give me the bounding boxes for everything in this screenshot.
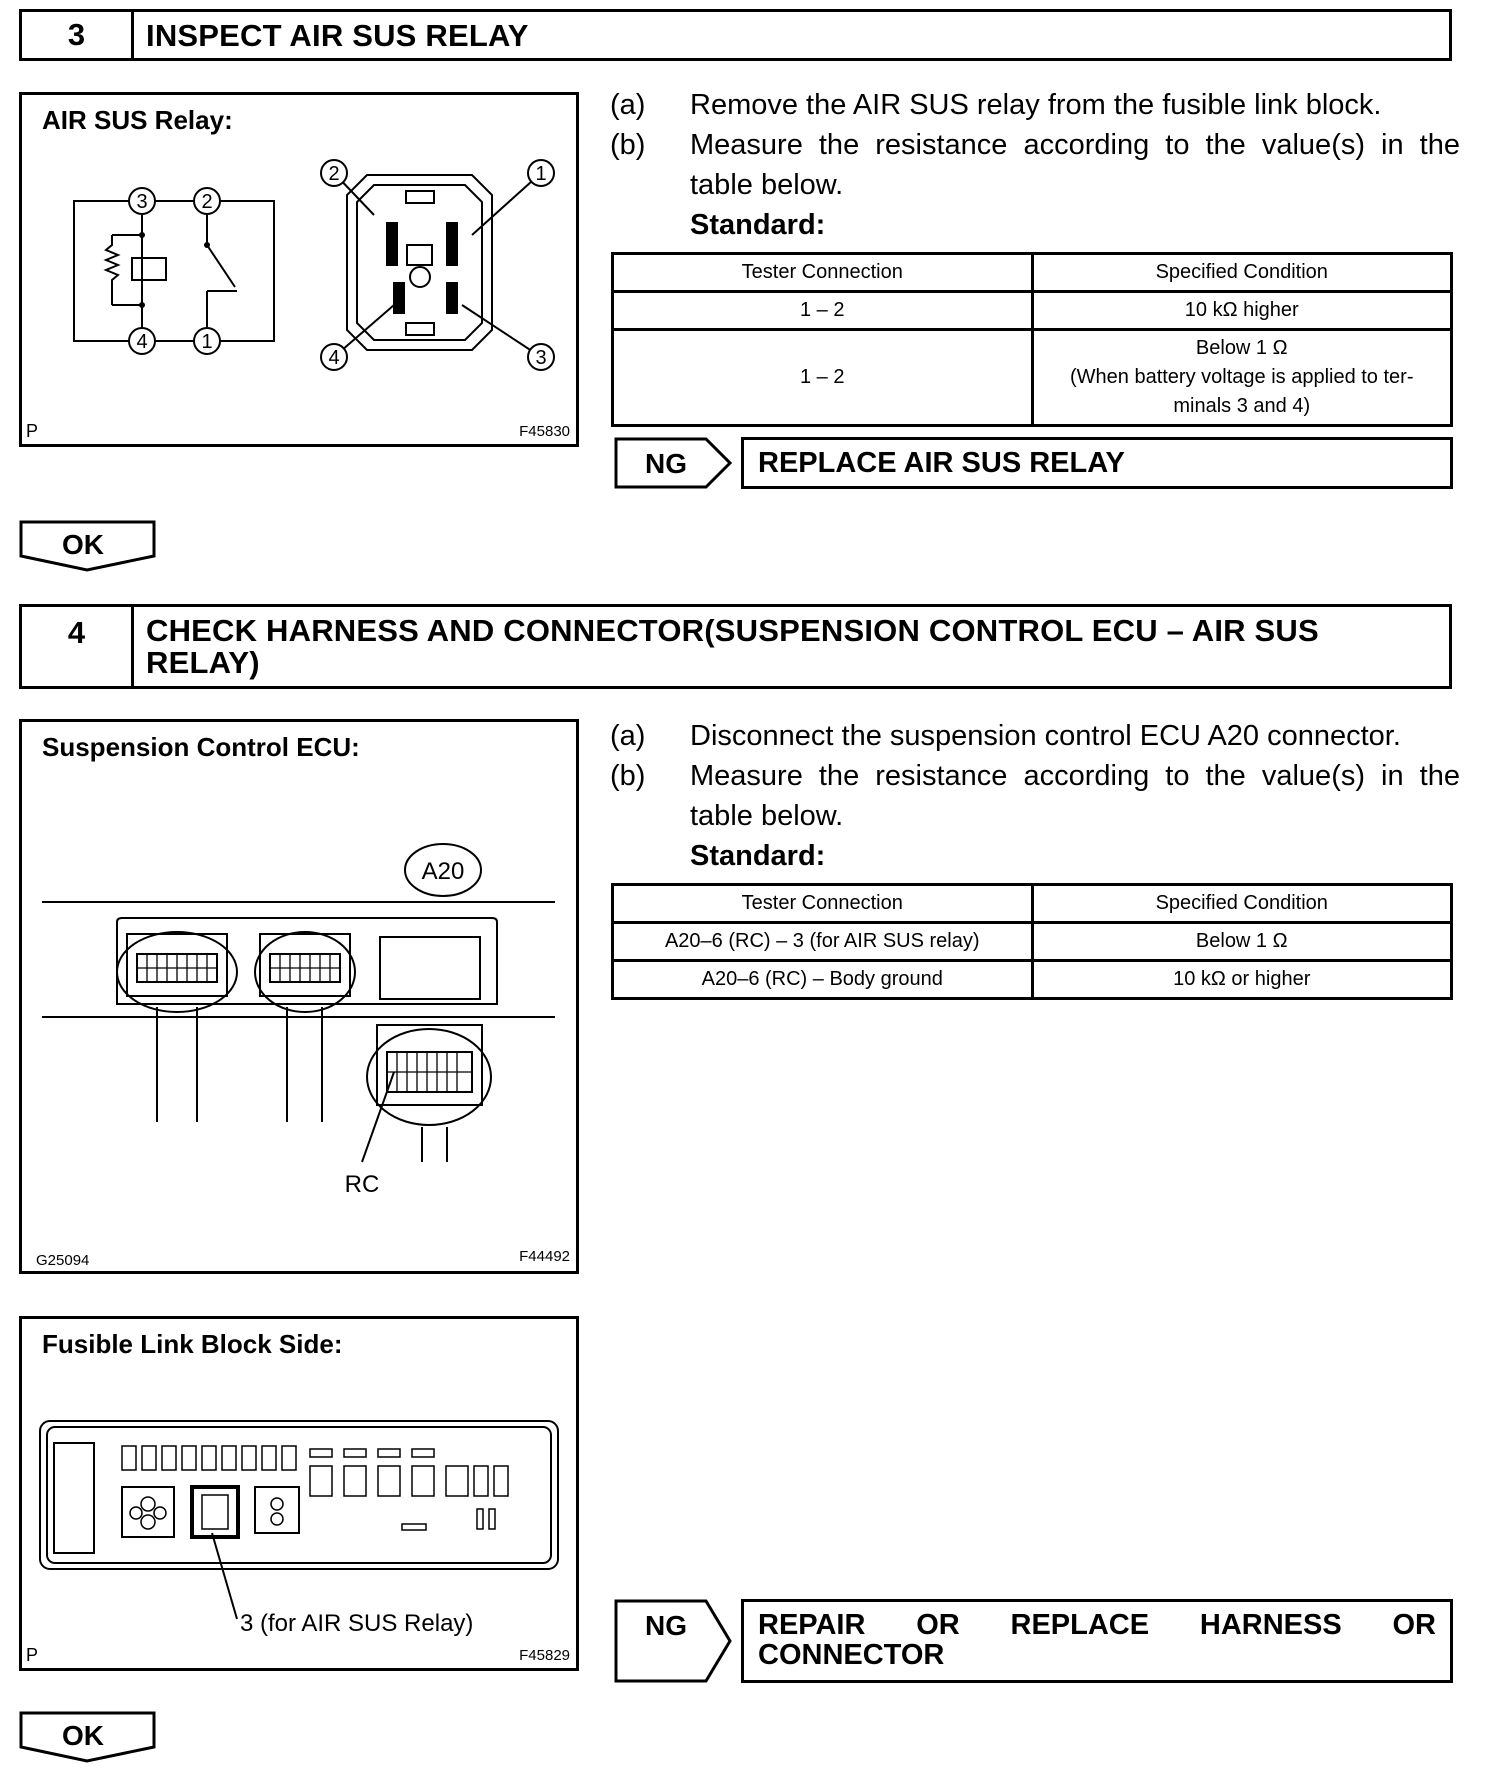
ng-action-text: REPLACE AIR SUS RELAY <box>758 447 1125 479</box>
instruction-label: (a) <box>610 720 646 752</box>
step-title: INSPECT AIR SUS RELAY <box>146 18 529 53</box>
standard-label: Standard: <box>690 840 826 872</box>
ng-label: NG <box>645 1610 687 1641</box>
instruction-text: Disconnect the suspension control ECU A20 connector. <box>690 720 1401 752</box>
table-cell: A20–6 (RC) – 3 (for AIR SUS relay) <box>613 923 1033 961</box>
ok-label: OK <box>62 529 104 560</box>
step-4-instructions <box>610 716 1460 876</box>
figure-corner-label: P <box>26 421 39 441</box>
table-header: Tester Connection <box>613 885 1033 923</box>
fusible-link-figure <box>19 1316 579 1671</box>
table-cell <box>1032 330 1452 426</box>
ng-action-box <box>741 437 1453 489</box>
figure-code-left: G25094 <box>36 1252 90 1269</box>
table-row <box>613 292 1452 330</box>
instruction-label: (b) <box>610 760 646 792</box>
ecu-connector-diagram <box>22 722 576 1271</box>
table-row <box>613 961 1452 999</box>
pin-label: 2 <box>201 191 213 213</box>
figure-title: Fusible Link Block Side: <box>42 1329 343 1359</box>
table-header: Specified Condition <box>1032 254 1452 292</box>
ng-action-text: REPAIR OR REPLACE HARNESS OR CONNECTOR <box>758 1609 1436 1671</box>
connector-label: A20 <box>421 858 465 885</box>
figure-title: Suspension Control ECU: <box>42 732 360 762</box>
condition-note: (When battery voltage is applied to ter- minals 3 and 4) <box>1069 366 1414 417</box>
step-number: 3 <box>22 12 134 58</box>
instruction-b <box>610 125 1460 205</box>
terminal-label: RC <box>344 1171 380 1198</box>
step-title: CHECK HARNESS AND CONNECTOR(SUSPENSION CONTROL ECU – AIR SUS RELAY) <box>146 613 1319 680</box>
standard-label: Standard: <box>690 209 826 241</box>
figure-code: F44492 <box>519 1248 570 1265</box>
table-cell: 10 kΩ higher <box>1032 292 1452 330</box>
pin-label: 1 <box>201 331 213 353</box>
figure-corner-label: P <box>26 1645 39 1665</box>
ng-arrow-tag <box>614 437 734 489</box>
table-header-row <box>613 885 1452 923</box>
instruction-a <box>610 85 1460 125</box>
table-cell: Below 1 Ω <box>1032 923 1452 961</box>
fusible-link-diagram <box>22 1319 576 1668</box>
table-row <box>613 923 1452 961</box>
figure-code: F45830 <box>519 423 570 440</box>
pin-label: 3 <box>136 191 148 213</box>
instruction-text: Remove the AIR SUS relay from the fusible link block. <box>690 89 1382 121</box>
ng-action-box <box>741 1599 1453 1683</box>
condition-value: Below 1 Ω <box>1195 337 1288 359</box>
instruction-text: Measure the resistance according to the value(s) in the table below. <box>690 760 1460 832</box>
table-header-row <box>613 254 1452 292</box>
step-3-instructions <box>610 85 1460 245</box>
ecu-figure <box>19 719 579 1274</box>
step-3-header <box>19 9 1452 61</box>
table-cell: 1 – 2 <box>613 292 1033 330</box>
relay-figure <box>19 92 579 447</box>
relay-diagram <box>22 95 576 444</box>
instruction-a <box>610 716 1460 756</box>
step-number: 4 <box>22 607 134 686</box>
pin-label: 2 <box>328 163 340 185</box>
table-row <box>613 330 1452 426</box>
figure-code: F45829 <box>519 1647 570 1664</box>
step-4-header <box>19 604 1452 689</box>
instruction-text: Measure the resistance according to the value(s) in the table below. <box>690 129 1460 201</box>
ok-label: OK <box>62 1720 104 1751</box>
table-cell: 1 – 2 <box>613 330 1033 426</box>
spec-table <box>611 252 1453 427</box>
table-cell: A20–6 (RC) – Body ground <box>613 961 1033 999</box>
callout-label: 3 (for AIR SUS Relay) <box>240 1610 474 1637</box>
spec-table <box>611 883 1453 1000</box>
table-cell: 10 kΩ or higher <box>1032 961 1452 999</box>
figure-title: AIR SUS Relay: <box>42 105 233 135</box>
ok-arrow-tag <box>19 1711 156 1763</box>
ok-arrow-tag <box>19 520 156 572</box>
instruction-label: (b) <box>610 129 646 161</box>
pin-label: 4 <box>328 347 340 369</box>
pin-label: 1 <box>535 163 547 185</box>
table-header: Specified Condition <box>1032 885 1452 923</box>
instruction-b <box>610 756 1460 836</box>
ng-arrow-tag <box>614 1599 734 1683</box>
table-header: Tester Connection <box>613 254 1033 292</box>
pin-label: 3 <box>535 347 547 369</box>
ng-label: NG <box>645 448 687 479</box>
instruction-label: (a) <box>610 89 646 121</box>
pin-label: 4 <box>136 331 148 353</box>
